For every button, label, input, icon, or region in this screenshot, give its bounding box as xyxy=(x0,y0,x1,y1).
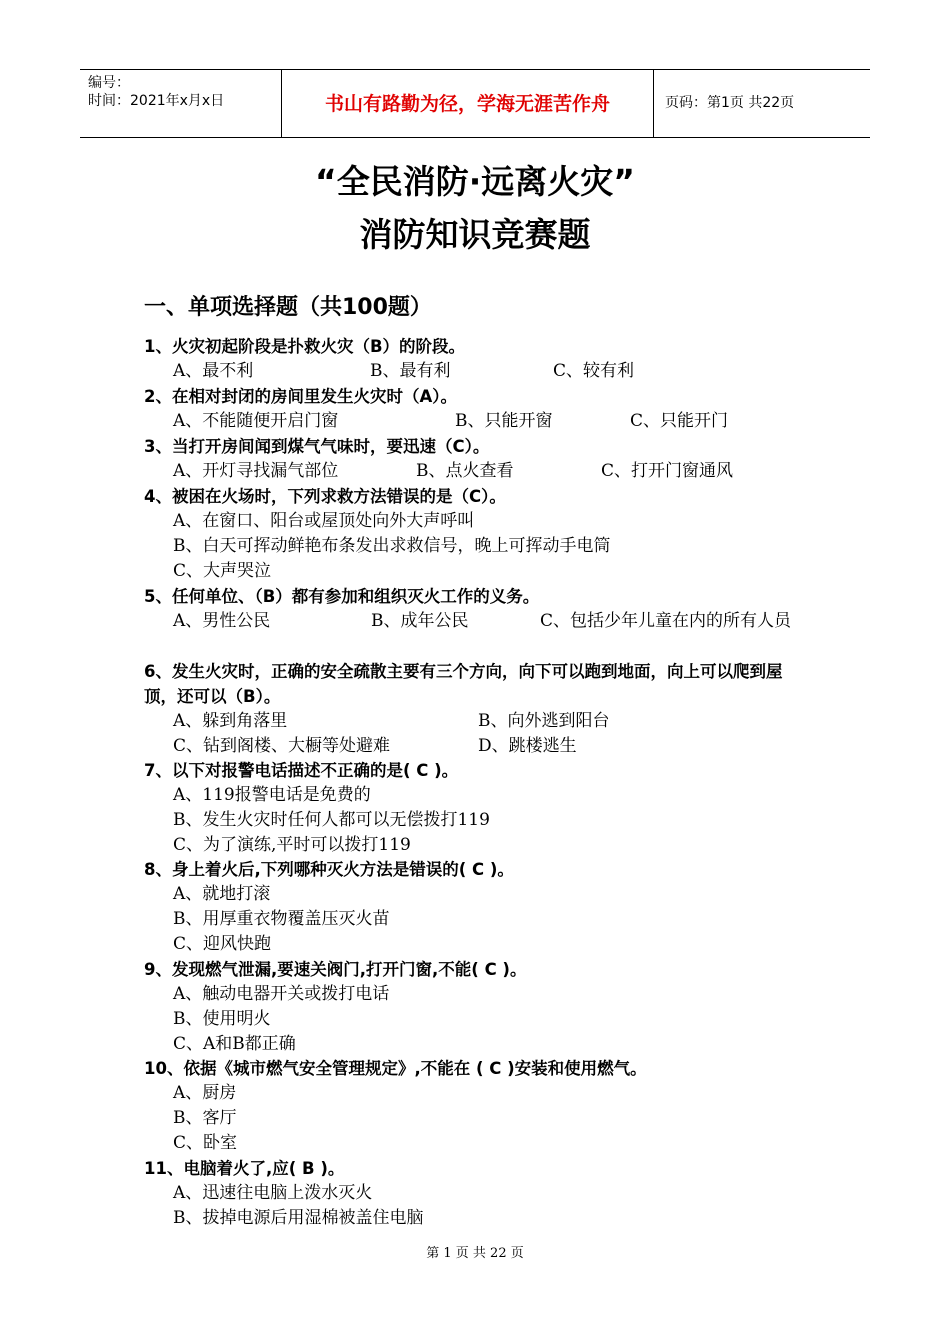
option-8a: A、就地打滚 xyxy=(173,884,271,904)
page-footer: 第 1 页 共 22 页 xyxy=(426,1246,524,1261)
question-10: 10、依据《城市燃气安全管理规定》,不能在 ( C )安装和使用燃气。 xyxy=(144,1059,647,1078)
section-title: 一、单项选择题（共100题） xyxy=(144,295,432,320)
option-11b: B、拔掉电源后用湿棉被盖住电脑 xyxy=(173,1208,424,1228)
doc-title-line2: 消防知识竞赛题 xyxy=(359,215,591,254)
option-4a: A、在窗口、阳台或屋顶处向外大声呼叫 xyxy=(173,511,475,531)
option-2a: A、不能随便开启门窗 xyxy=(173,411,339,431)
question-4: 4、被困在火场时，下列求救方法错误的是（C）。 xyxy=(144,487,506,506)
motto: 书山有路勤为径，学海无涯苦作舟 xyxy=(324,93,610,115)
question-3: 3、当打开房间闻到煤气气味时，要迅速（C）。 xyxy=(144,437,490,456)
option-9b: B、使用明火 xyxy=(173,1009,271,1029)
option-7b: B、发生火灾时任何人都可以无偿拨打119 xyxy=(173,810,490,830)
page-header xyxy=(80,69,870,138)
option-5c xyxy=(540,609,810,634)
option-5b: B、成年公民 xyxy=(371,611,469,631)
code-label: 编号： xyxy=(88,75,130,91)
option-6d: D、跳楼逃生 xyxy=(478,736,577,756)
option-9a: A、触动电器开关或拨打电话 xyxy=(173,984,390,1004)
question-11: 11、电脑着火了,应( B )。 xyxy=(144,1159,345,1178)
header-motto-cell xyxy=(282,70,654,137)
question-7: 7、以下对报警电话描述不正确的是( C )。 xyxy=(144,761,459,780)
option-10b: B、客厅 xyxy=(173,1108,237,1128)
date-label: 时间：2021年x月x日 xyxy=(88,93,225,109)
option-2b: B、只能开窗 xyxy=(455,411,553,431)
option-6a: A、躲到角落里 xyxy=(173,711,288,731)
option-7a: A、119报警电话是免费的 xyxy=(173,785,371,805)
page-info: 页码：第1页 共22页 xyxy=(665,95,795,111)
question-5: 5、任何单位、（B）都有参加和组织灭火工作的义务。 xyxy=(144,587,540,606)
option-8c: C、迎风快跑 xyxy=(173,934,272,954)
question-2: 2、在相对封闭的房间里发生火灾时（A）。 xyxy=(144,387,458,406)
option-9c: C、A和B都正确 xyxy=(173,1034,296,1054)
option-10a: A、厨房 xyxy=(173,1083,237,1103)
option-4b: B、白天可挥动鲜艳布条发出求救信号，晚上可挥动手电筒 xyxy=(173,536,611,556)
option-5c-text: C、包括少年儿童在内的所有人员 xyxy=(540,611,792,631)
option-6c: C、钻到阁楼、大橱等处避难 xyxy=(173,736,391,756)
option-6b: B、向外逃到阳台 xyxy=(478,711,610,731)
option-7c: C、为了演练,平时可以拨打119 xyxy=(173,835,411,855)
header-info-cell xyxy=(80,70,282,137)
question-9: 9、发现燃气泄漏,要速关阀门,打开门窗,不能( C )。 xyxy=(144,960,527,979)
option-3c: C、打开门窗通风 xyxy=(601,461,734,481)
option-1b: B、最有利 xyxy=(370,361,451,381)
option-1a: A、最不利 xyxy=(173,361,254,381)
doc-title-line1: “全民消防·远离火灾” xyxy=(315,162,635,201)
option-10c: C、卧室 xyxy=(173,1133,238,1153)
option-1c: C、较有利 xyxy=(553,361,635,381)
question-1: 1、火灾初起阶段是扑救火灾（B）的阶段。 xyxy=(144,337,466,356)
option-8b: B、用厚重衣物覆盖压灭火苗 xyxy=(173,909,390,929)
option-11a: A、迅速往电脑上泼水灭火 xyxy=(173,1183,373,1203)
option-3b: B、点火查看 xyxy=(416,461,514,481)
option-4c: C、大声哭泣 xyxy=(173,561,272,581)
question-6: 6、发生火灾时，正确的安全疏散主要有三个方向，向下可以跑到地面，向上可以爬到屋顶，还可以（B）。 xyxy=(144,662,783,706)
header-page-cell xyxy=(655,70,870,137)
question-8: 8、身上着火后,下列哪种灭火方法是错误的( C )。 xyxy=(144,860,514,879)
option-2c: C、只能开门 xyxy=(630,411,729,431)
option-5a: A、男性公民 xyxy=(173,611,271,631)
option-3a: A、开灯寻找漏气部位 xyxy=(173,461,339,481)
